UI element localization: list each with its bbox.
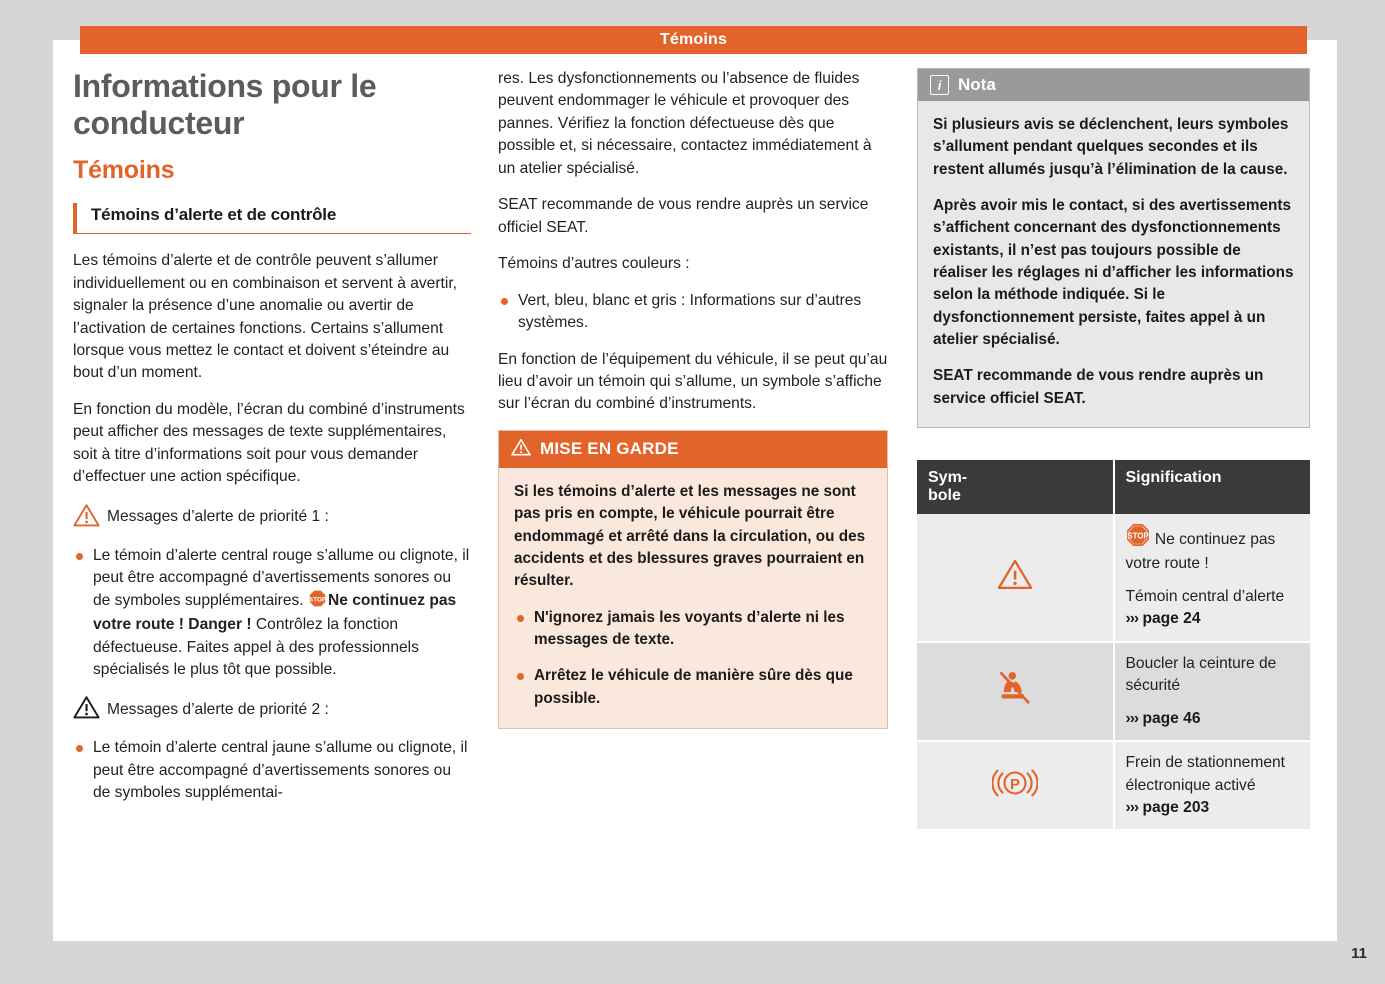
page-title: Informations pour le conducteur bbox=[73, 68, 377, 142]
column-2 bbox=[498, 68, 888, 729]
section-title: Témoins bbox=[73, 156, 175, 185]
row1-line1 bbox=[1126, 524, 1300, 576]
paragraph-intro-1: Les témoins d’alerte et de contrôle peuvent s’allumer individuellement ou en combinaison et servent à avertir, signaler la présence d’une anomalie ou avertir de l’activation de certaines fonctions. Certains s’allument lorsque vous mettez le contact et doivent s’éteindre au bout d’un moment. bbox=[73, 252, 457, 382]
paragraph-col2-2: SEAT recommande de vous rendre auprès un service officiel SEAT. bbox=[498, 196, 869, 236]
column-3 bbox=[917, 68, 1310, 831]
chevron-right-icon: ››› bbox=[1125, 799, 1139, 817]
seatbelt-icon bbox=[917, 642, 1114, 741]
chevron-right-icon: ››› bbox=[1125, 610, 1139, 628]
paragraph-col2-4: En fonction de l’équipement du véhicule, il se peut qu’au lieu d’avoir un témoin qui s’allume, un symbole s’affiche sur l’écran du combiné d’instruments. bbox=[498, 350, 888, 413]
row1-line2-text: Témoin central d’alerte bbox=[1125, 587, 1285, 605]
priority-2-heading bbox=[73, 695, 471, 724]
warning-triangle-white-icon bbox=[511, 438, 531, 461]
note-callout-title: Nota bbox=[958, 75, 996, 94]
electronic-parking-brake-icon bbox=[917, 741, 1114, 830]
warning-callout-body bbox=[499, 468, 887, 728]
note-callout-header bbox=[918, 69, 1309, 101]
note-callout bbox=[917, 68, 1310, 428]
warning-callout bbox=[498, 430, 888, 729]
paragraph-col2-3: Témoins d’autres couleurs : bbox=[498, 255, 690, 273]
paragraph-intro-2: En fonction du modèle, l’écran du combiné d’instruments peut afficher des messages de texte supplémentaires, soit à titre d’informations soit pour vous demander d’effectuer une action spécifique. bbox=[73, 400, 465, 486]
info-icon: i bbox=[930, 75, 949, 95]
page-reference[interactable] bbox=[1126, 710, 1201, 727]
priority-2-label: Messages d’alerte de priorité 2 : bbox=[107, 700, 329, 718]
note-paragraph-2: Après avoir mis le contact, si des avertissements s’affichent concernant des dysfonctionnements existants, il n’est pas toujours possible de réaliser les réglages ni d’afficher les informations selon la méthode indiquée. Si le dysfonctionnement persiste, faites appel à un atelier spécialisé. bbox=[933, 196, 1294, 348]
page-number: 11 bbox=[1351, 945, 1367, 962]
table-row bbox=[917, 514, 1310, 642]
page-reference-label: page 203 bbox=[1142, 799, 1210, 817]
table-row bbox=[917, 741, 1310, 830]
row2-line1-text: Boucler la ceinture de sécurité bbox=[1125, 654, 1277, 695]
row2-line2 bbox=[1126, 708, 1300, 730]
page-columns bbox=[73, 68, 1310, 928]
svg-text:STOP: STOP bbox=[1126, 531, 1149, 541]
warning-triangle-orange-icon bbox=[73, 503, 100, 532]
warning-callout-title: MISE EN GARDE bbox=[540, 439, 679, 459]
priority-1-bullet-text-a: Le témoin d’alerte central rouge s’allume ou clignote, il peut être accompagné d’avertissements sonores ou de symboles supplémentaires. bbox=[93, 546, 470, 609]
row3-line1 bbox=[1126, 752, 1300, 819]
svg-text:P: P bbox=[1009, 775, 1020, 793]
row3-line1-text: Frein de stationnement électronique activé bbox=[1125, 754, 1285, 794]
priority-1-bullet bbox=[73, 545, 471, 682]
priority-1-bullet-text-b: Contrôlez la fonction défectueuse. Faites appel à des professionnels spécialisés le plus tôt que possible. bbox=[93, 616, 419, 679]
page-reference[interactable] bbox=[1126, 610, 1201, 627]
table-header-row bbox=[917, 460, 1310, 514]
table-cell-meaning bbox=[1114, 642, 1311, 741]
stop-sign-icon bbox=[1127, 524, 1149, 553]
warning-callout-header bbox=[499, 431, 887, 468]
chevron-right-icon: ››› bbox=[1125, 709, 1139, 727]
table-cell-meaning bbox=[1114, 741, 1311, 830]
priority-1-label: Messages d’alerte de priorité 1 : bbox=[107, 508, 329, 526]
subsection-heading: Témoins d’alerte et de contrôle bbox=[73, 203, 471, 234]
paragraph-col2-1: res. Les dysfonctionnements ou l’absence de fluides peuvent endommager le véhicule et provoquer des pannes. Vérifiez la fonction défectueuse dès que possible et, si nécessaire, contactez immédiatement à un atelier spécialisé. bbox=[498, 70, 872, 177]
page-reference-label: page 46 bbox=[1142, 709, 1201, 727]
priority-1-heading bbox=[73, 503, 471, 532]
warning-triangle-black-icon bbox=[73, 695, 100, 724]
column-1 bbox=[73, 68, 471, 819]
row2-line1 bbox=[1126, 653, 1300, 698]
page-reference[interactable] bbox=[1126, 799, 1210, 816]
symbol-table bbox=[917, 460, 1310, 832]
running-head-label: Témoins bbox=[659, 31, 728, 48]
table-cell-meaning bbox=[1114, 514, 1311, 642]
column-header-meaning: Signification bbox=[1114, 460, 1311, 514]
note-paragraph-3: SEAT recommande de vous rendre auprès un service officiel SEAT. bbox=[933, 367, 1264, 407]
warning-triangle-orange-icon bbox=[917, 514, 1114, 642]
note-paragraph-1: Si plusieurs avis se déclenchent, leurs symboles s’allument pendant quelques secondes et ils restent allumés jusqu’à l’élimination de la cause. bbox=[933, 116, 1289, 178]
warning-bullet-1: N'ignorez jamais les voyants d’alerte ni les messages de texte. bbox=[514, 607, 872, 652]
warning-bullet-2: Arrêtez le véhicule de manière sûre dès que possible. bbox=[514, 665, 872, 710]
svg-text:STOP: STOP bbox=[308, 596, 326, 604]
row1-line2 bbox=[1126, 586, 1300, 631]
other-colors-bullet: Vert, bleu, blanc et gris : Informations sur d’autres systèmes. bbox=[498, 290, 888, 335]
warning-paragraph: Si les témoins d’alerte et les messages ne sont pas pris en compte, le véhicule pourrait être endommagé et arrêté dans la circulation, ou des accidents et des blessures graves pourraient en résulter. bbox=[514, 482, 866, 590]
stop-sign-icon bbox=[309, 590, 326, 614]
table-row bbox=[917, 642, 1310, 741]
priority-2-bullet: Le témoin d’alerte central jaune s’allume ou clignote, il peut être accompagné d’avertissements sonores ou de symboles supplémentai- bbox=[73, 737, 471, 804]
row1-line1-text: Ne continuez pas votre route ! bbox=[1125, 530, 1276, 573]
priority-1-bullet-bold: Ne continuez pas votre route ! Danger ! bbox=[93, 591, 457, 634]
page-reference-label: page 24 bbox=[1142, 610, 1201, 628]
note-callout-body bbox=[918, 101, 1309, 427]
column-header-symbol: Sym- bole bbox=[917, 460, 1114, 514]
running-head bbox=[80, 26, 1307, 54]
